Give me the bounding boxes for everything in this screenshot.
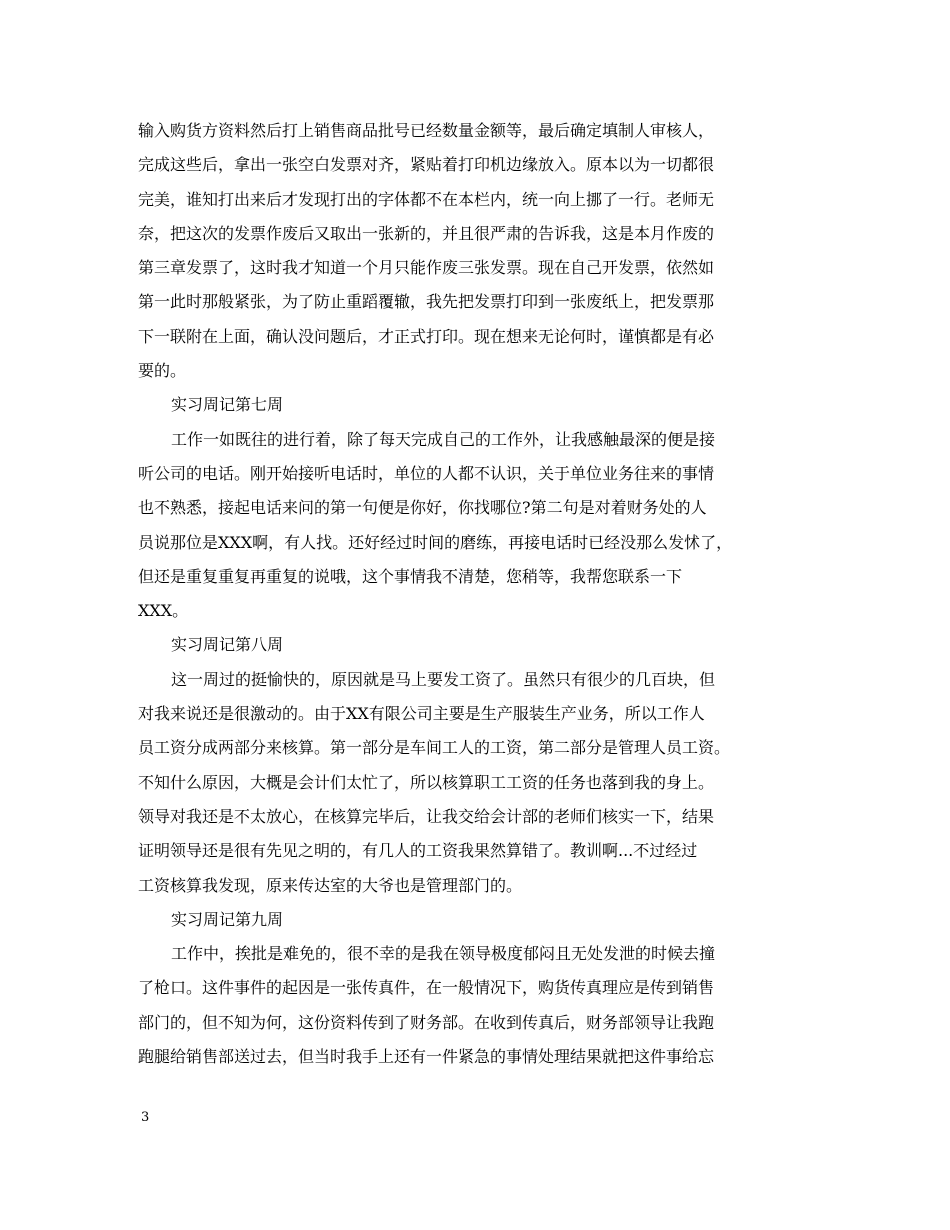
text-line: 完成这些后，拿出一张空白发票对齐，紧贴着打印机边缘放入。原本以为一切都很	[138, 155, 715, 175]
text-line: XXX。	[138, 601, 189, 621]
text-line: 员工资分成两部分来核算。第一部分是车间工人的工资，第二部分是管理人员工资。	[138, 738, 731, 758]
text-line: 第三章发票了，这时我才知道一个月只能作废三张发票。现在自己开发票，依然如	[138, 258, 715, 278]
text-line: 输入购货方资料然后打上销售商品批号已经数量金额等，最后确定填制人审核人，	[138, 121, 715, 140]
text-line: 下一联附在上面，确认没问题后，才正式打印。现在想来无论何时，谨慎都是有必	[138, 326, 715, 346]
text-line: 员说那位是XXX啊，有人找。还好经过时间的磨练，再接电话时已经没那么发怵了，	[138, 532, 733, 552]
text-line: 工作一如既往的进行着，除了每天完成自己的工作外，让我感触最深的便是接	[171, 429, 716, 449]
text-line: 听公司的电话。刚开始接听电话时，单位的人都不认识，关于单位业务往来的事情	[138, 463, 715, 483]
text-line: 完美，谁知打出来后才发现打出的字体都不在本栏内，统一向上挪了一行。老师无	[138, 189, 715, 209]
text-line: 工资核算我发现，原来传达室的大爷也是管理部门的。	[138, 875, 523, 895]
section-heading-week-8: 实习周记第八周	[171, 635, 284, 655]
text-line: 了枪口。这件事件的起因是一张传真件，在一般情况下，购货传真理应是传到销售	[138, 978, 715, 998]
text-line: 证明领导还是很有先见之明的，有几人的工资我果然算错了。教训啊...不过经过	[138, 841, 698, 861]
text-line: 跑腿给销售部送过去，但当时我手上还有一件紧急的事情处理结果就把这件事给忘	[138, 1047, 715, 1067]
text-line: 也不熟悉，接起电话来问的第一句便是你好，你找哪位?第二句是对着财务处的人	[138, 498, 707, 518]
text-line: 不知什么原因，大概是会计们太忙了，所以核算职工工资的任务也落到我的身上。	[138, 772, 715, 792]
body-text	[138, 114, 816, 1074]
section-heading-week-9: 实习周记第九周	[171, 909, 284, 929]
section-heading-week-7: 实习周记第七周	[171, 395, 284, 415]
text-line: 领导对我还是不太放心，在核算完毕后，让我交给会计部的老师们核实一下，结果	[138, 806, 715, 826]
text-line: 工作中，挨批是难免的，很不幸的是我在领导极度郁闷且无处发泄的时候去撞	[171, 944, 716, 964]
text-line: 这一周过的挺愉快的，原因就是马上要发工资了。虽然只有很少的几百块，但	[171, 669, 716, 689]
text-line: 第一此时那般紧张，为了防止重蹈覆辙，我先把发票打印到一张废纸上，把发票那	[138, 292, 715, 312]
page-number: 3	[141, 1110, 150, 1125]
text-line: 部门的，但不知为何，这份资料传到了财务部。在收到传真后，财务部领导让我跑	[138, 1012, 715, 1032]
text-line: 但还是重复重复再重复的说哦，这个事情我不清楚，您稍等，我帮您联系一下	[138, 566, 683, 586]
text-line: 奈，把这次的发票作废后又取出一张新的，并且很严肃的告诉我，这是本月作废的	[138, 223, 715, 243]
text-line: 要的。	[138, 361, 187, 381]
text-line: 对我来说还是很激动的。由于XX有限公司主要是生产服装生产业务，所以工作人	[138, 704, 705, 724]
